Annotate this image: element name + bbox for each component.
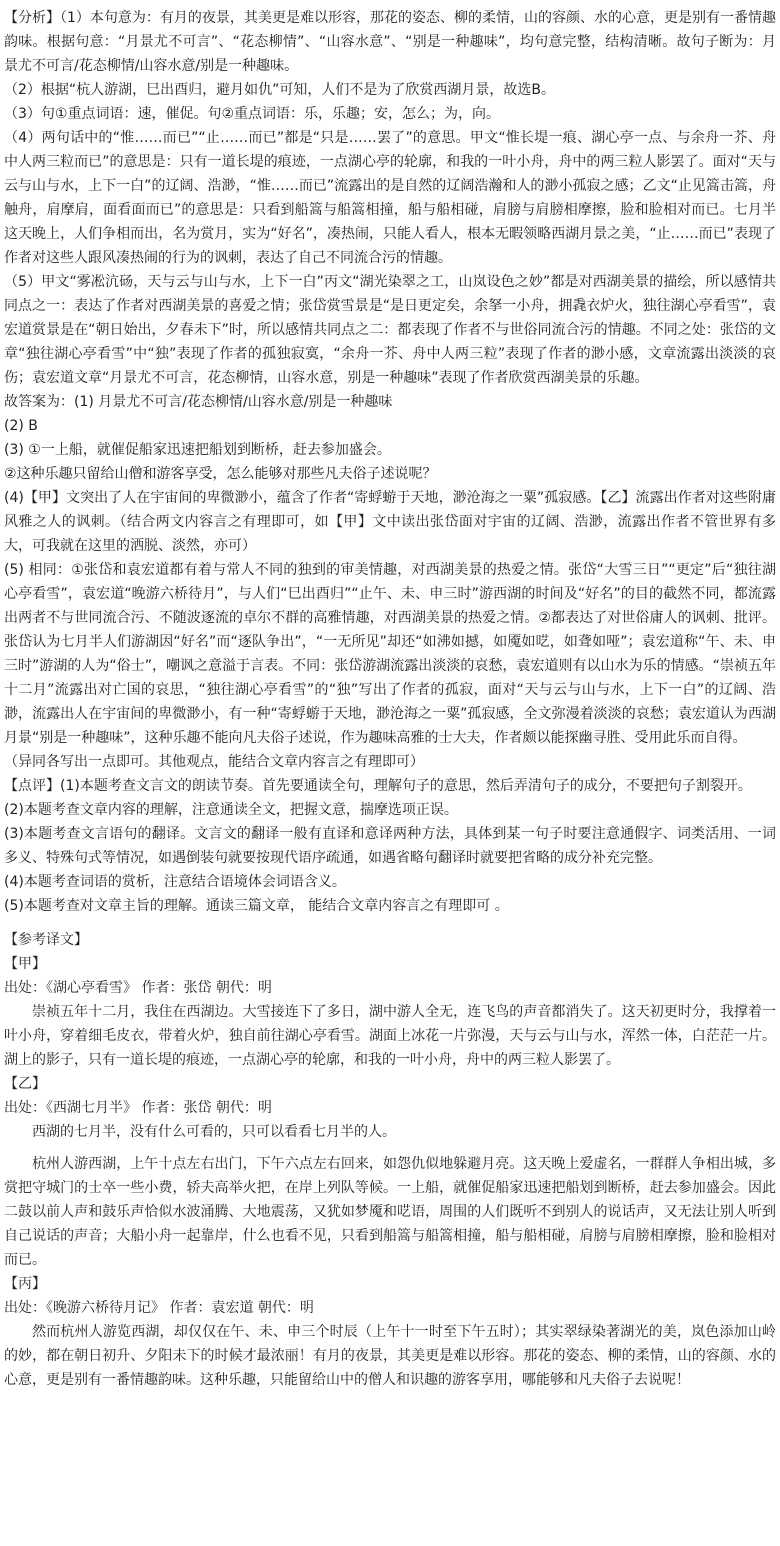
translation-paragraph: 杭州人游西湖，上午十点左右出门，下午六点左右回来，如怨仇似地躲避月亮。这天晚上爱虚名，一群群人争相出城，多赏把守城门的士卒一些小费，轿夫高举火把，在岸上列队等候。一上船，就催促船家迅速把船划到断桥，赶去参加盛会。因此二鼓以前人声和鼓乐声恰似水波涌腾、大地震荡，又犹如梦魇和呓语，周围的人们既听不到别人的说话声，又无法让别人听到自己说话的声音；大船小舟一起靠岸，什么也看不见，只看到船篙与船篙相撞，船与船相碰，肩膀与肩膀相摩擦，脸和脸相对而已。 [4, 1156, 776, 1268]
comment-paragraph: (5)本题考查对文章主旨的理解。通读三篇文章， 能结合文章内容言之有理即可 。 [4, 898, 509, 914]
reference-heading: 【参考译文】 [4, 932, 88, 948]
answer-paragraph: （异同各写出一点即可。其他观点，能结合文章内容言之有理即可） [4, 754, 424, 770]
section-label-yi: 【乙】 [4, 1076, 46, 1092]
analysis-section [4, 6, 776, 918]
translation-paragraph: 崇祯五年十二月，我住在西湖边。大雪接连下了多日，湖中游人全无，连飞鸟的声音都消失了。这天初更时分，我撑着一叶小舟，穿着细毛皮衣，带着火炉，独自前往湖心亭看雪。湖面上冰花一片弥漫，天与云与山与水，浑然一体，白茫茫一片。湖上的影子，只有一道长堤的痕迹，一点湖心亭的轮廓，和我的一叶小舟，舟中的两三粒人影罢了。 [4, 1004, 776, 1068]
answer-paragraph: (3) ①一上船，就催促船家迅速把船划到断桥，赶去参加盛会。 [4, 442, 391, 458]
answer-paragraph: (5) 相同：①张岱和袁宏道都有着与常人不同的独到的审美情趣，对西湖美景的热爱之情。张岱“大雪三日”“更定”后“独往湖心亭看雪”，袁宏道“晚游六桥待月”，与人们“巳出酉归”“止午、未、申三时”游西湖的时间及“好名”的目的截然不同，都流露出两者不与世同流合污、不随波逐流的卓尔不群的高雅情趣，对西湖美景的热爱之情。②都表达了对世俗庸人的讽刺、批评。张岱认为七月半人们游湖因“好名”而“逐队争出”，“一无所见”却还“如沸如撼，如魇如呓，如聋如哑”；袁宏道称“午、未、申三时”游湖的人为“俗士”，嘲讽之意溢于言表。不同：张岱游湖流露出淡淡的哀愁，袁宏道则有以山水为乐的情感。“崇祯五年十二月”流露出对亡国的哀思，“独往湖心亭看雪”的“独”写出了作者的孤寂，面对“天与云与山与水，上下一白”的辽阔、浩渺，流露出人在宇宙间的卑微渺小，有一种“寄蜉蝣于天地，渺沧海之一粟”孤寂感，全文弥漫着淡淡的哀愁；袁宏道认为西湖月景“别是一种趣味”，这种乐趣不能向凡夫俗子述说，作为趣味高雅的士大夫，作者颇以能探幽寻胜、受用此乐而自得。 [4, 562, 776, 746]
section-label-bing: 【丙】 [4, 1276, 46, 1292]
comment-paragraph: (3)本题考查文言语句的翻译。文言文的翻译一般有直译和意译两种方法，具体到某一句子时要注意通假字、词类活用、一词多义、特殊句式等情况，如遇倒装句就要按现代语序疏通，如遇省略句翻译时就要把省略的成分补充完整。 [4, 826, 776, 866]
comment-paragraph: 【点评】(1)本题考查文言文的朗读节奏。首先要通读全句，理解句子的意思，然后弄清句子的成分，不要把句子割裂开。 [4, 778, 752, 794]
analysis-paragraph: （2）根据“杭人游湖，巳出酉归，避月如仇”可知，人们不是为了欣赏西湖月景，故选B。 [4, 82, 556, 98]
section-source-yi: 出处：《西湖七月半》 作者：张岱 朝代：明 [4, 1100, 272, 1116]
analysis-paragraph: （4）两句话中的“惟……而已”“止……而已”都是“只是……罢了”的意思。甲文“惟长堤一痕、湖心亭一点、与余舟一芥、舟中人两三粒而已”的意思是：只有一道长堤的痕迹，一点湖心亭的轮廓，和我的一叶小舟，舟中的两三粒人影罢了。面对“天与云与山与水，上下一白”的辽阔、浩渺，“惟……而已”流露出的是自然的辽阔浩瀚和人的渺小孤寂之感；乙文“止见篙击篙，舟触舟，肩摩肩，面看面而已”的意思是：只看到船篙与船篙相撞，船与船相碰，肩膀与肩膀相摩擦，脸和脸相对而已。七月半这天晚上，人们争相而出，名为赏月，实为“好名”，凑热闹，只能人看人，根本无暇领略西湖月景之美，“止……而已”表现了作者对这些人跟风凑热闹的行为的讽刺，表达了自己不同流合污的情趣。 [4, 130, 776, 266]
section-label-jia: 【甲】 [4, 956, 46, 972]
section-source-jia: 出处：《湖心亭看雪》 作者：张岱 朝代：明 [4, 980, 272, 996]
translation-paragraph: 然而杭州人游览西湖，却仅仅在午、未、申三个时辰（上午十一时至下午五时）；其实翠绿染著湖光的美，岚色添加山岭的妙，都在朝日初升、夕阳未下的时候才最浓丽！有月的夜景，其美更是难以形容。那花的姿态、柳的柔情，山的容颜、水的心意，更是别有一番情趣韵味。这种乐趣，只能留给山中的僧人和识趣的游客享用，哪能够和凡夫俗子去说呢！ [4, 1324, 776, 1388]
answer-paragraph: (4)【甲】文突出了人在宇宙间的卑微渺小，蕴含了作者“寄蜉蝣于天地，渺沧海之一粟”孤寂感。【乙】流露出作者对这些附庸风雅之人的讽刺。（结合两文内容言之有理即可，如【甲】文中读出张岱面对宇宙的辽阔、浩渺，流露出作者不管世界有多大，可我就在这里的洒脱、淡然，亦可） [4, 490, 776, 554]
analysis-paragraph: 【分析】（1）本句意为：有月的夜景，其美更是难以形容，那花的姿态、柳的柔情，山的容颜、水的心意，更是别有一番情趣韵味。根据句意：“月景尤不可言”、“花态柳情”、“山容水意”、“别是一种趣味”，均句意完整，结构清晰。故句子断为：月景尤不可言/花态柳情/山容水意/别是一种趣味。 [4, 10, 776, 74]
comment-paragraph: (2)本题考查文章内容的理解，注意通读全文，把握文意，揣摩选项正误。 [4, 802, 458, 818]
section-source-bing: 出处：《晚游六桥待月记》 作者：袁宏道 朝代：明 [4, 1300, 314, 1316]
translation-paragraph: 西湖的七月半，没有什么可看的，只可以看看七月半的人。 [32, 1124, 396, 1140]
answer-paragraph: 故答案为：(1) 月景尤不可言/花态柳情/山容水意/别是一种趣味 [4, 394, 393, 410]
analysis-paragraph: （3）句①重点词语：速，催促。句②重点词语：乐，乐趣；安，怎么；为，向。 [4, 106, 501, 122]
comment-paragraph: (4)本题考查词语的赏析，注意结合语境体会词语含义。 [4, 874, 346, 890]
reference-translation [4, 928, 776, 1392]
answer-paragraph: (2) B [4, 418, 38, 434]
answer-paragraph: ②这种乐趣只留给山僧和游客享受，怎么能够对那些凡夫俗子述说呢？ [4, 466, 437, 482]
analysis-paragraph: （5）甲文“雾凇沆砀，天与云与山与水，上下一白”丙文“湖光染翠之工，山岚设色之妙”都是对西湖美景的描绘，所以感情共同点之一：表达了作者对西湖美景的喜爱之情；张岱赏雪景是“是日更定矣，余拏一小舟，拥毳衣炉火，独往湖心亭看雪”，袁宏道赏景是在“朝日始出，夕春未下”时，所以感情共同点之二：都表现了作者不与世俗同流合污的情趣。不同之处：张岱的文章“独往湖心亭看雪”中“独”表现了作者的孤独寂寞，“余舟一芥、舟中人两三粒”表现了作者的渺小感，文章流露出淡淡的哀伤；袁宏道文章“月景尤不可言，花态柳情，山容水意，别是一种趣味”表现了作者欣赏西湖美景的乐趣。 [4, 274, 776, 386]
